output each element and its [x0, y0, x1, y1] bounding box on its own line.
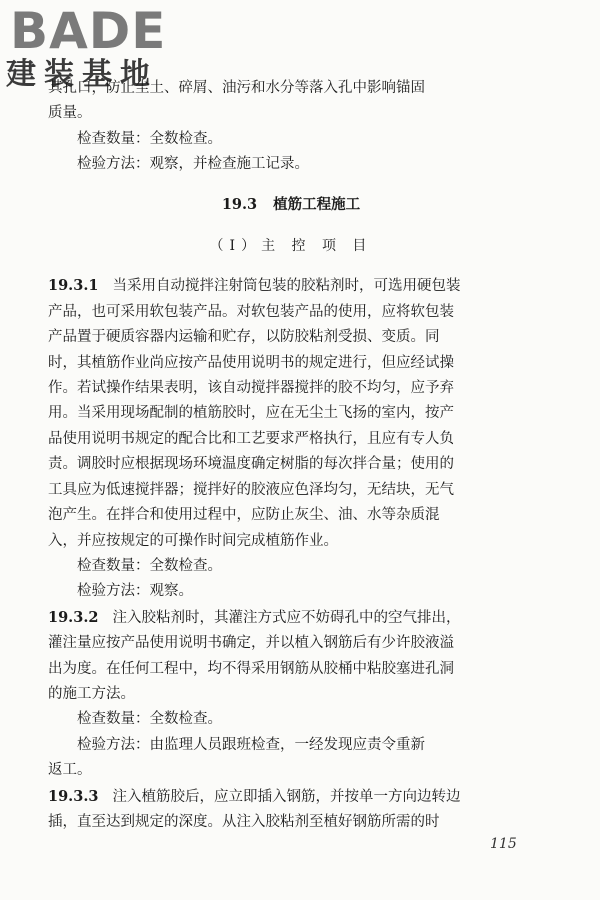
- logo-subtitle: 建装基地: [6, 57, 158, 92]
- clause-line: 品使用说明书规定的配合比和工艺要求严格执行，且应有专人负: [48, 430, 454, 447]
- clause-line: 出为度。在任何工程中，均不得采用钢筋从胶桶中粘胶塞进孔洞: [48, 660, 454, 677]
- clause-first-line: 19.3.1 当采用自动搅拌注射筒包装的胶粘剂时，可选用硬包装: [48, 277, 461, 295]
- section-number: 19.3: [221, 195, 258, 213]
- inspection-quantity: 检查数量：全数检查。: [77, 711, 222, 728]
- clause-line: 的施工方法。: [48, 685, 135, 702]
- continued-text: 其孔口，防止尘土、碎屑、油污和水分等落入孔中影响锚固: [48, 80, 425, 96]
- inspection-quantity: 检查数量：全数检查。: [77, 557, 222, 574]
- clause-line: 泡产生。在拌合和使用过程中，应防止灰尘、油、水等杂质混: [48, 507, 440, 524]
- clause-line: 灌注量应按产品使用说明书确定，并以植入钢筋后有少许胶液溢: [48, 635, 454, 652]
- inspection-quantity: 检查数量：全数检查。: [77, 130, 222, 147]
- clause-line: 插，直至达到规定的深度。从注入胶粘剂至植好钢筋所需的时: [48, 813, 440, 830]
- section-title: 植筋工程施工: [273, 195, 361, 213]
- page-number: 115: [490, 836, 517, 852]
- inspection-method-cont: 返工。: [48, 762, 92, 779]
- continued-text: 质量。: [48, 105, 92, 122]
- inspection-method: 检验方法：观察。: [77, 583, 193, 600]
- subsection-heading: （Ⅰ）主 控 项 目: [209, 238, 373, 255]
- clause-line: 工具应为低速搅拌器；搅拌好的胶液应色泽均匀，无结块，无气: [48, 481, 454, 498]
- clause-line: 时，其植筋作业尚应按产品使用说明书的规定进行，但应经试操: [48, 354, 454, 371]
- clause-number: 19.3.2: [48, 608, 99, 626]
- clause-line: 用。当采用现场配制的植筋胶时，应在无尘土飞扬的室内，按产: [48, 405, 454, 422]
- inspection-method: 检验方法：观察，并检查施工记录。: [77, 156, 309, 173]
- page-body: [48, 76, 534, 835]
- clause-first-line: 19.3.3 注入植筋胶后，应立即插入钢筋，并按单一方向边转边: [48, 787, 461, 805]
- clause-line: 责。调胶时应根据现场环境温度确定树脂的每次拌合量；使用的: [48, 456, 454, 473]
- clause-number: 19.3.3: [48, 787, 99, 805]
- clause-line: 产品置于硬质容器内运输和贮存，以防胶粘剂受损、变质。同: [48, 329, 440, 346]
- logo-brand: BADE: [10, 2, 167, 60]
- clause-line: 产品，也可采用软包装产品。对软包装产品的使用，应将软包装: [48, 303, 454, 320]
- clause-first-line: 19.3.2 注入胶粘剂时，其灌注方式应不妨碍孔中的空气排出，: [48, 608, 461, 626]
- inspection-method: 检验方法：由监理人员跟班检查，一经发现应责令重新: [77, 736, 425, 753]
- clause-line: 作。若试操作结果表明，该自动搅拌器搅拌的胶不均匀，应予弃: [48, 380, 454, 397]
- section-heading: [48, 192, 534, 217]
- clause-line: 入，并应按规定的可操作时间完成植筋作业。: [48, 532, 338, 549]
- clause-number: 19.3.1: [48, 277, 99, 295]
